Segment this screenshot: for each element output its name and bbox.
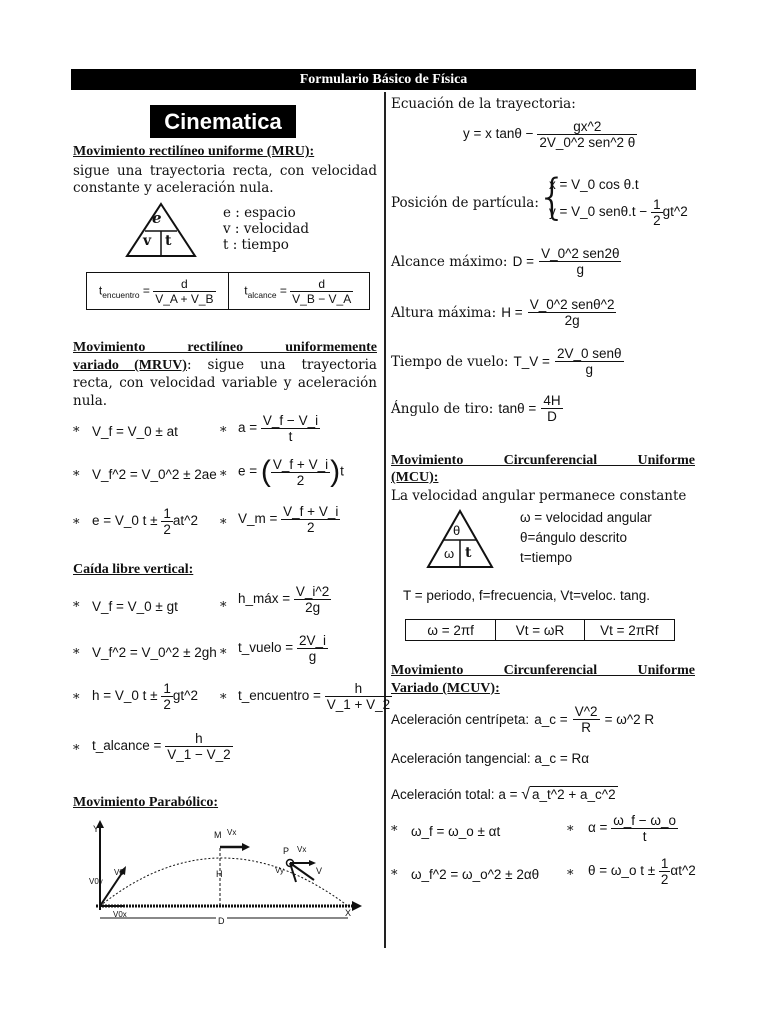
posicion-y-tail: gt^2 <box>662 204 688 220</box>
bullet: * <box>73 425 80 440</box>
parabolico-heading-colon: : <box>213 795 219 810</box>
mcuv-heading-2 <box>391 681 500 697</box>
diagram-label-p: P <box>283 846 290 856</box>
mru-encuentro-eq: $t_{encuentro}$ = $\frac{d}{V\_A + V\_B}$ <box>98 276 214 306</box>
caida-formula-vf2: V_f^2 = V_0^2 ± 2gh <box>92 645 217 660</box>
caida-formula-h <box>92 681 198 712</box>
mcu-desc: La velocidad angular permanece constante <box>391 488 687 504</box>
bullet: * <box>220 647 227 662</box>
mru-heading-colon: : <box>309 144 315 159</box>
bullet: * <box>73 517 80 532</box>
mru-alcance-num: d <box>290 277 353 292</box>
mru-legend-e: e : espacio <box>223 205 296 221</box>
angulo-num: 4H <box>543 393 561 408</box>
parabolico-heading <box>73 795 218 811</box>
caida-formula-tvuelo-num: 2V_i <box>298 633 326 648</box>
mcuv-formula-theta-tail: αt^2 <box>670 863 696 879</box>
caida-formula-h-den: 2 <box>163 697 171 712</box>
bullet: * <box>73 692 80 707</box>
tiempo-lhs: T_V = <box>513 354 550 369</box>
caida-formula-h-tail: gt^2 <box>172 688 198 704</box>
posicion-y-num: 1 <box>653 197 661 212</box>
diagram-label-y: Y <box>93 824 100 834</box>
mcuv-tangencial-eq: a_c = Rα <box>534 751 590 766</box>
mruv-formula-e <box>238 455 344 489</box>
mcu-legend-t: t=tiempo <box>520 550 573 565</box>
altura-num: V_0^2 senθ^2 <box>529 297 615 312</box>
mruv-desc-3: recta, con velocidad variable y aceleración <box>73 375 377 391</box>
posicion-y <box>549 197 688 228</box>
trayectoria-frac <box>537 119 637 150</box>
mcuv-total-lhs: a = <box>498 787 518 802</box>
mruv-formula-e-lhs: e = <box>238 463 258 479</box>
posicion-label: Posición de partícula: <box>391 195 539 211</box>
mru-alcance-sub: alcance <box>247 289 277 300</box>
caida-formula-tvuelo-den: g <box>308 649 317 664</box>
mru-encuentro-num: d <box>153 277 215 292</box>
trayectoria-num: gx^2 <box>537 119 637 135</box>
mcuv-centripeta-lhs: a_c = <box>534 712 568 727</box>
mcuv-heading-1: Movimiento Circunferencial Uniforme <box>391 663 695 678</box>
mru-encuentro-lhs: t <box>98 283 103 298</box>
tiempo-den: g <box>585 362 594 377</box>
sqrt-symbol: √ <box>521 786 531 803</box>
mcuv-formula-theta-lhs: θ = ω_o t ± <box>588 863 656 879</box>
mruv-formula-a-frac <box>261 413 320 444</box>
alcance-label: Alcance máximo: <box>391 254 508 270</box>
mru-encuentro-frac <box>153 277 215 306</box>
angulo-lhs: tanθ = <box>498 401 537 416</box>
mcu-formula-box <box>405 619 675 641</box>
mcu-legend-omega: ω = velocidad angular <box>520 510 652 525</box>
brace: { <box>537 169 568 225</box>
mru-alcance-frac <box>290 277 353 306</box>
mruv-desc-2: : sigue una trayectoria <box>186 357 377 373</box>
diagram-label-vy: Vy <box>275 866 285 875</box>
mcu-heading-2 <box>391 470 438 486</box>
mcu-triangle-theta: θ <box>453 523 461 538</box>
mruv-formula-e2-tail: at^2 <box>172 513 198 529</box>
caida-formula-hmax-frac <box>294 584 331 615</box>
mruv-formula-e-at2 <box>92 506 198 537</box>
tiempo-frac <box>555 346 624 377</box>
mcu-legend-theta: θ=ángulo descrito <box>520 530 627 545</box>
bullet: * <box>220 600 227 615</box>
caida-formula-tvuelo <box>238 633 328 664</box>
alcance-frac <box>539 246 621 277</box>
caida-formula-tencuentro-lhs: t_encuentro = <box>238 688 321 704</box>
caida-formula-tvuelo-frac <box>297 633 328 664</box>
mcu-triangle-diagram <box>426 509 494 569</box>
mcu-box-vt: Vt = ωR <box>496 620 584 640</box>
mcuv-formula-alpha <box>588 813 678 844</box>
trayectoria-lhs: y = x tanθ − <box>463 126 534 142</box>
mru-alcance-den: V_B − V_A <box>292 291 352 306</box>
mcu-box-vt2: Vt = 2πRf <box>600 622 659 638</box>
bullet: * <box>391 824 398 839</box>
mcuv-formula-theta <box>588 856 696 887</box>
caida-formula-tencuentro <box>238 681 392 712</box>
posicion-x: x = V_0 cos θ.t <box>549 177 639 192</box>
mruv-formula-a-lhs: a = <box>238 420 258 436</box>
caida-heading <box>73 562 193 578</box>
mru-legend-v: v : velocidad <box>223 221 310 237</box>
diagram-label-v0: V0 <box>114 868 124 877</box>
mruv-formula-vm-num: V_f + V_i <box>283 504 339 519</box>
mruv-formula-vm-frac <box>281 504 340 535</box>
mcu-box-omega: ω = 2πf <box>406 620 496 640</box>
mru-triangle-v: v <box>143 233 152 249</box>
caida-formula-h-frac <box>161 681 173 712</box>
mruv-formula-e2-den: 2 <box>163 522 171 537</box>
page-title: Formulario Básico de Física <box>71 69 696 90</box>
caida-heading-text: Caída libre vertical <box>73 562 189 577</box>
mcu-heading-1: Movimiento Circunferencial Uniforme <box>391 453 695 468</box>
caida-formula-hmax-den: 2g <box>305 600 321 615</box>
diagram-label-d: D <box>218 916 225 926</box>
alcance-row <box>391 246 621 277</box>
angulo-label: Ángulo de tiro: <box>391 401 494 417</box>
mruv-formula-vm <box>238 504 340 535</box>
mcuv-heading-2-colon: : <box>495 681 500 696</box>
posicion-y-frac <box>651 197 663 228</box>
mruv-formula-e2-frac <box>161 506 173 537</box>
mruv-desc-line-2 <box>73 357 377 374</box>
caida-formula-hmax <box>238 584 331 615</box>
mcuv-centripeta-label: Aceleración centrípeta: <box>391 712 530 727</box>
bullet: * <box>220 692 227 707</box>
bullet: * <box>73 469 80 484</box>
bullet: * <box>73 600 80 615</box>
altura-label: Altura máxima: <box>391 305 497 321</box>
caida-formula-talcance-num: h <box>165 731 232 747</box>
caida-formula-tencuentro-num: h <box>325 681 392 697</box>
parabolico-heading-text: Movimiento Parabólico <box>73 795 214 810</box>
caida-formula-talcance-frac <box>165 731 232 762</box>
mcuv-formula-alpha-frac <box>611 813 678 844</box>
caida-formula-tencuentro-frac <box>325 681 392 712</box>
diagram-label-v0x: V0x <box>113 910 127 919</box>
posicion-y-lhs: y = V_0 senθ.t − <box>549 204 648 220</box>
caida-formula-talcance-den: V_1 − V_2 <box>167 747 231 762</box>
diagram-label-v: V <box>316 866 323 876</box>
mru-heading <box>73 144 314 160</box>
mcuv-tangencial-row <box>391 751 589 766</box>
caida-formula-tencuentro-den: V_1 + V_2 <box>326 697 391 712</box>
tiempo-label: Tiempo de vuelo: <box>391 354 509 370</box>
mruv-formula-a-den: t <box>288 429 293 444</box>
angulo-den: D <box>547 409 557 424</box>
mru-alcance-cell <box>229 273 370 309</box>
mruv-formula-e-num: V_f + V_i <box>272 456 329 472</box>
mruv-formula-e-tail: t <box>340 463 344 479</box>
mcuv-formula-theta-den: 2 <box>660 872 669 887</box>
alcance-lhs: D = <box>512 254 534 269</box>
bullet: * <box>567 824 574 839</box>
bullet: * <box>567 868 574 883</box>
mruv-formula-e-frac <box>271 457 330 488</box>
mruv-heading-2: variado (MRUV) <box>73 358 187 373</box>
mcuv-formula-alpha-den: t <box>642 829 647 844</box>
bullet: * <box>220 469 227 484</box>
altura-lhs: H = <box>501 305 523 320</box>
angulo-frac <box>541 393 562 424</box>
mcuv-total-root: a_t^2 + a_c^2 <box>532 787 616 802</box>
mcu-periodo: T = periodo, f=frecuencia, Vt=veloc. tang. <box>403 588 651 603</box>
mcuv-total-label: Aceleración total: <box>391 787 495 802</box>
altura-row <box>391 297 616 328</box>
mcu-triangle-t: t <box>465 545 472 561</box>
mruv-desc-4: nula. <box>73 393 108 409</box>
trayectoria-den: 2V_0^2 sen^2 θ <box>539 135 636 150</box>
mruv-formula-vm-lhs: V_m = <box>238 511 278 527</box>
tiempo-num: 2V_0 senθ <box>557 346 622 361</box>
mcu-triangle-omega: ω <box>444 546 455 561</box>
caida-formula-h-num: 1 <box>163 681 171 696</box>
mcuv-formula-alpha-num: ω_f − ω_o <box>613 813 676 828</box>
mru-alcance-lhs: t <box>244 283 248 298</box>
caida-formula-talcance-lhs: t_alcance = <box>92 738 162 754</box>
caida-formula-tvuelo-lhs: t_vuelo = <box>238 640 294 656</box>
mcuv-centripeta-tail: = ω^2 R <box>604 712 655 727</box>
trayectoria-formula <box>463 119 637 150</box>
alcance-den: g <box>576 262 585 277</box>
mcuv-centripeta-frac <box>573 704 600 735</box>
mru-desc-1: sigue una trayectoria recta, con velocidad <box>73 163 377 179</box>
mruv-formula-vf2: V_f^2 = V_0^2 ± 2ae <box>92 467 217 482</box>
bullet: * <box>220 517 227 532</box>
mruv-formula-vf: V_f = V_0 ± at <box>92 424 178 439</box>
caida-formula-vf: V_f = V_0 ± gt <box>92 599 178 614</box>
mruv-formula-e2-num: 1 <box>163 506 171 521</box>
mcuv-formula-alpha-lhs: α = <box>588 820 608 836</box>
mruv-formula-e2-lhs: e = V_0 t ± <box>92 513 158 529</box>
cinematica-heading: Cinematica <box>150 105 296 138</box>
mcu-heading-2-colon: : <box>433 470 439 485</box>
bullet: * <box>391 868 398 883</box>
mru-triangle-e: e <box>152 209 162 227</box>
mcuv-formula-omegaf2: ω_f^2 = ω_o^2 ± 2αθ <box>411 867 540 882</box>
mcuv-centripeta-row <box>391 704 654 735</box>
mru-encuentro-alcance-box <box>86 272 370 310</box>
mru-desc-2: constante y aceleración nula. <box>73 180 274 196</box>
mcu-heading-2-text: (MCU) <box>391 470 434 485</box>
mcuv-formula-theta-num: 1 <box>660 856 669 871</box>
trayectoria-label: Ecuación de la trayectoria: <box>391 96 576 112</box>
mcuv-formula-omegaf: ω_f = ω_o ± αt <box>411 824 501 839</box>
mruv-heading-1: Movimiento rectilíneo uniformemente <box>73 340 377 355</box>
diagram-label-vx-p: Vx <box>297 845 307 854</box>
mcuv-heading-2-text: Variado (MCUV) <box>391 681 496 696</box>
mcuv-total-row <box>391 786 618 804</box>
diagram-label-x: X <box>345 908 352 918</box>
diagram-label-m: M <box>214 830 222 840</box>
posicion-y-den: 2 <box>653 213 661 228</box>
bullet: * <box>73 647 80 662</box>
mru-encuentro-cell <box>87 273 229 309</box>
mru-heading-text: Movimiento rectilíneo uniforme (MRU) <box>73 144 310 159</box>
altura-den: 2g <box>564 313 580 328</box>
paren-right: ) <box>330 455 341 488</box>
altura-frac <box>528 297 617 328</box>
caida-formula-hmax-lhs: h_máx = <box>238 591 291 607</box>
bullet: * <box>73 743 80 758</box>
mru-encuentro-sub: encuentro <box>102 289 140 300</box>
diagram-label-v0y: V0y <box>89 877 103 886</box>
mcuv-tangencial-label: Aceleración tangencial: <box>391 751 531 766</box>
mruv-formula-a-num: V_f − V_i <box>262 413 319 428</box>
mru-legend-t: t : tiempo <box>223 237 289 253</box>
paren-left: ( <box>260 455 271 488</box>
mruv-formula-e-den: 2 <box>296 472 305 488</box>
diagram-label-vx-m: Vx <box>227 828 237 837</box>
mru-triangle-t: t <box>165 233 172 249</box>
diagram-label-h: H <box>216 869 223 879</box>
mru-alcance-eq: $t_{alcance}$ = $\frac{d}{V\_B - V\_A}$ <box>244 276 352 306</box>
mru-encuentro-den: V_A + V_B <box>155 291 214 306</box>
tiempo-row <box>391 346 624 377</box>
mcuv-formula-theta-frac <box>659 856 671 887</box>
mruv-formula-a <box>238 413 320 444</box>
caida-formula-h-lhs: h = V_0 t ± <box>92 688 158 704</box>
mcuv-centripeta-den: R <box>581 720 591 735</box>
angulo-row <box>391 393 563 424</box>
alcance-num: V_0^2 sen2θ <box>541 246 620 261</box>
mruv-formula-vm-den: 2 <box>307 520 315 535</box>
caida-formula-hmax-num: V_i^2 <box>295 584 330 599</box>
mcuv-centripeta-num: V^2 <box>574 704 598 719</box>
column-divider <box>384 92 386 948</box>
caida-formula-talcance <box>92 731 233 762</box>
bullet: * <box>220 425 227 440</box>
caida-heading-colon: : <box>188 562 194 577</box>
